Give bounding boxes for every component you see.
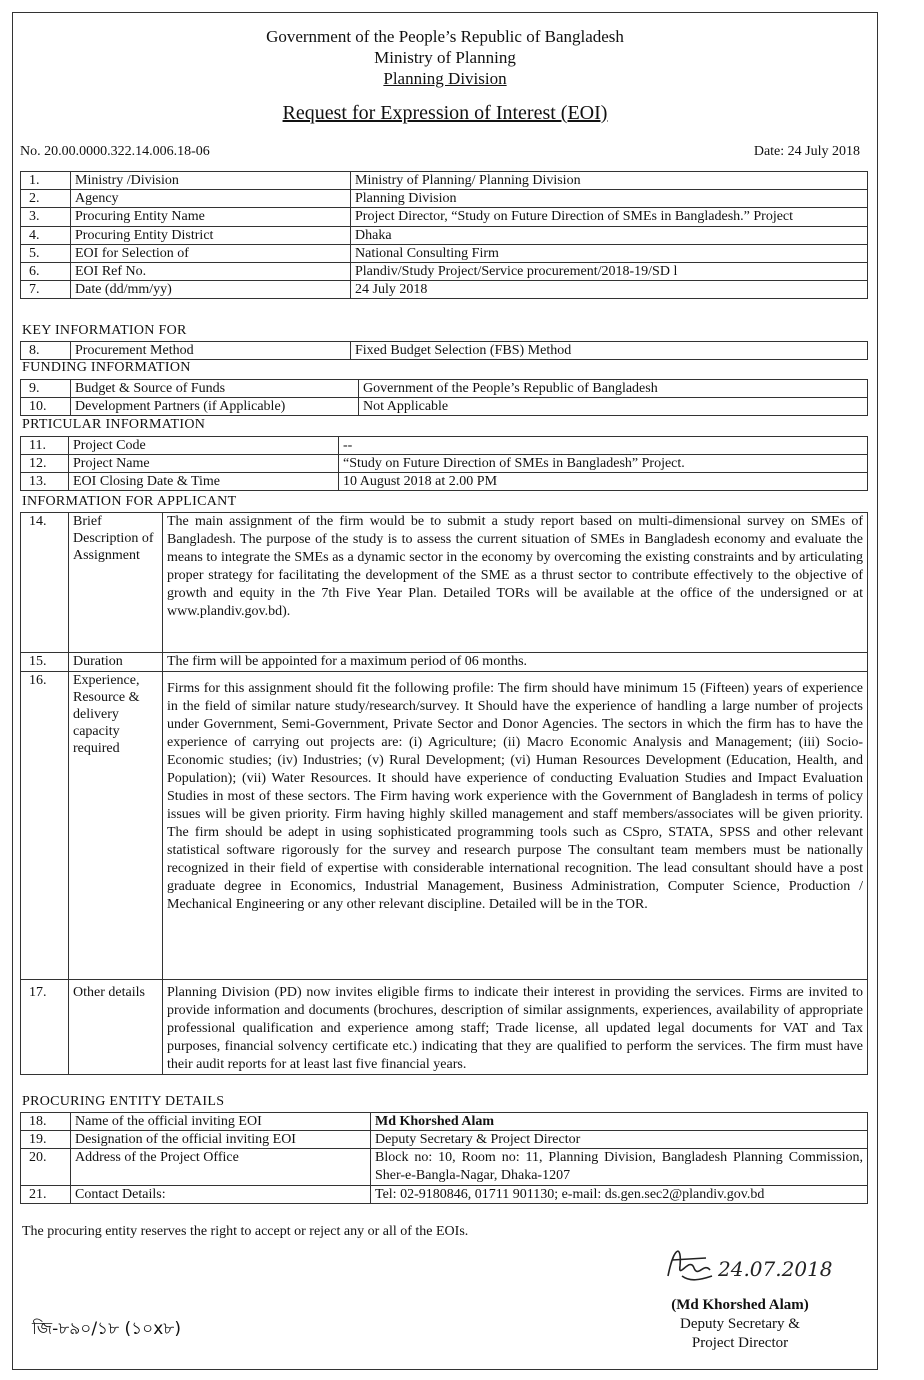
table-row	[21, 342, 868, 360]
table-row	[21, 190, 868, 208]
row-number: 15.	[21, 653, 69, 672]
table-row	[21, 172, 868, 190]
row-number: 19.	[21, 1131, 71, 1149]
row-number: 7.	[21, 281, 71, 299]
assignment-text-tail: ).	[282, 604, 291, 619]
row-number: 14.	[21, 513, 69, 653]
row-value: Government of the People’s Republic of Bangladesh	[359, 380, 868, 398]
memo-number: জি-৮৯০/১৮ (১০x৮)	[32, 1319, 181, 1339]
row-value: Dhaka	[351, 227, 868, 245]
procuring-table	[20, 1112, 868, 1204]
row-number: 1.	[21, 172, 71, 190]
row-number: 6.	[21, 263, 71, 281]
row-number: 21.	[21, 1186, 71, 1204]
table-row	[21, 1131, 868, 1149]
section-heading-key-info: KEY INFORMATION FOR	[22, 323, 187, 338]
row-value: 24 July 2018	[351, 281, 868, 299]
row-label: Procurement Method	[71, 342, 351, 360]
row-value: “Study on Future Direction of SMEs in Bangladesh” Project.	[339, 455, 868, 473]
row-number: 10.	[21, 398, 71, 416]
row-value: 10 August 2018 at 2.00 PM	[339, 473, 868, 491]
table-row	[21, 208, 868, 227]
table-row	[21, 437, 868, 455]
row-label: EOI Closing Date & Time	[69, 473, 339, 491]
ministry-name: Ministry of Planning	[374, 48, 516, 67]
signer-name: (Md Khorshed Alam)	[671, 1297, 809, 1313]
duration-text: The firm will be appointed for a maximum period of 06 months.	[163, 653, 868, 672]
row-label: Experience, Resource & delivery capacity required	[69, 672, 163, 980]
other-details-text: Planning Division (PD) now invites eligible firms to indicate their interest in providing the services. Firms are invited to provide information and documents (brochures, description of similar assignments, experiences, availability of appropriate professional qualification and experience among staff; Trade license, all updated legal documents for VAT and Tax purposes, financial solvency certificate etc.) indicating that they are qualified to perform the services. The firm must have their audit reports for at least last five financial years.	[163, 980, 868, 1075]
row-value: --	[339, 437, 868, 455]
row-label: Address of the Project Office	[71, 1149, 371, 1186]
reference-line	[20, 144, 860, 160]
assignment-text: The main assignment of the firm would be to submit a study report based on multi-dimensional survey on SMEs of Bangladesh. The purpose of the study is to assess the current situation of SMEs in Bangladesh economy and evaluate the means to integrate the SMEs as a dynamic sector in the economy by overcoming the existing constraints and by articulating proper strategy for facilitating the development of the SME as a thrust sector to contribute effectively to the objective of growth and equity in the 7th Five Year Plan. Detailed TORs will be available at the office of the undersigned or at	[167, 514, 863, 601]
row-value: Project Director, “Study on Future Direction of SMEs in Bangladesh.” Project	[351, 208, 868, 227]
row-number: 9.	[21, 380, 71, 398]
section-heading-particular: PRTICULAR INFORMATION	[22, 417, 206, 432]
applicant-table	[20, 512, 868, 1075]
row-number: 18.	[21, 1113, 71, 1131]
row-label: Contact Details:	[71, 1186, 371, 1204]
funding-table	[20, 379, 868, 416]
row-label: Project Code	[69, 437, 339, 455]
table-row	[21, 245, 868, 263]
key-info-table	[20, 341, 868, 360]
table-row	[21, 455, 868, 473]
row-label: Procuring Entity Name	[71, 208, 351, 227]
general-info-table	[20, 171, 868, 299]
letterhead	[0, 26, 890, 89]
row-value: Deputy Secretary & Project Director	[371, 1131, 868, 1149]
reference-number: No. 20.00.0000.322.14.006.18-06	[20, 144, 210, 159]
row-label: Designation of the official inviting EOI	[71, 1131, 371, 1149]
handwritten-signature	[660, 1236, 850, 1296]
signer-title-1: Deputy Secretary &	[680, 1316, 800, 1332]
row-label: EOI for Selection of	[71, 245, 351, 263]
row-number: 2.	[21, 190, 71, 208]
assignment-description	[163, 513, 868, 653]
govt-name: Government of the People’s Republic of Bangladesh	[266, 27, 624, 46]
row-number: 3.	[21, 208, 71, 227]
table-row	[21, 263, 868, 281]
row-label: Other details	[69, 980, 163, 1075]
table-row	[21, 1186, 868, 1204]
table-row	[21, 513, 868, 653]
plandiv-website-link[interactable]: www.plandiv.gov.bd	[167, 604, 283, 619]
table-row	[21, 980, 868, 1075]
row-value: Plandiv/Study Project/Service procurement/2018-19/SD l	[351, 263, 868, 281]
row-label: EOI Ref No.	[71, 263, 351, 281]
section-heading-applicant: INFORMATION FOR APPLICANT	[22, 494, 237, 509]
row-label: Development Partners (if Applicable)	[71, 398, 359, 416]
row-value: Fixed Budget Selection (FBS) Method	[351, 342, 868, 360]
row-value: Not Applicable	[359, 398, 868, 416]
row-label: Name of the official inviting EOI	[71, 1113, 371, 1131]
signer-block	[640, 1296, 840, 1353]
table-row	[21, 672, 868, 980]
row-label: Agency	[71, 190, 351, 208]
signature-scribble	[668, 1251, 712, 1280]
reservation-note: The procuring entity reserves the right to accept or reject any or all of the EOIs.	[22, 1224, 469, 1239]
table-row	[21, 380, 868, 398]
row-label: Procuring Entity District	[71, 227, 351, 245]
row-number: 12.	[21, 455, 69, 473]
row-label: Project Name	[69, 455, 339, 473]
row-label: Brief Description of Assignment	[69, 513, 163, 653]
row-label: Date (dd/mm/yy)	[71, 281, 351, 299]
row-number: 17.	[21, 980, 69, 1075]
row-number: 13.	[21, 473, 69, 491]
row-number: 20.	[21, 1149, 71, 1186]
official-name: Md Khorshed Alam	[371, 1113, 868, 1131]
document-date: Date: 24 July 2018	[753, 144, 860, 159]
row-value: Ministry of Planning/ Planning Division	[351, 172, 868, 190]
document-title: Request for Expression of Interest (EOI)	[282, 102, 608, 124]
division-name: Planning Division	[383, 69, 507, 88]
row-value: National Consulting Firm	[351, 245, 868, 263]
signature-date: 24.07.2018	[718, 1257, 833, 1281]
signer-title-2: Project Director	[691, 1335, 789, 1351]
table-row	[21, 1149, 868, 1186]
section-heading-funding: FUNDING INFORMATION	[22, 360, 191, 375]
row-number: 4.	[21, 227, 71, 245]
table-row	[21, 473, 868, 491]
section-heading-procuring: PROCURING ENTITY DETAILS	[22, 1094, 225, 1109]
table-row	[21, 227, 868, 245]
experience-text: Firms for this assignment should fit the following profile: The firm should have minimum 15 (Fifteen) years of experience in the field of similar nature study/research/survey. It Should have the experience of handling a large number of projects under Government, Semi-Government, Private Sector and Donor Agencies. The sectors in which the firm has to have the experience of carrying out projects are: (i) Agriculture; (ii) Macro Economic Analysis and Management; (iii) Socio-Economic studies; (iv) Industries; (v) Rural Development; (vi) Human Resources Development (Education, Health, and Population); (vii) Water Resources. It should have experience of conducting Evaluation Studies and Impact Evaluation Studies in most of these sectors. The Firm having work experience with the Government of Bangladesh in terms of policy issues will be given priority. Firm having highly skilled management and staff members/associates will be given priority. The firm should be adept in using sophisticated programming tools such as CSpro, STATA, SPSS and other relevant statistical software rigorously for the survey and research purpose The consultant team members must be nationally recognized in their field of expertise with considerable international recognition. The lead consultant should have a post graduate degree in Economics, Industrial Management, Business Administration, Computer Science, Production / Mechanical Engineering or any other relevant discipline. Detailed will be in the TOR.	[163, 672, 868, 980]
table-row	[21, 653, 868, 672]
row-value: Block no: 10, Room no: 11, Planning Division, Bangladesh Planning Commission, Sher-e-Bangla-Nagar, Dhaka-1207	[371, 1149, 868, 1186]
table-row	[21, 1113, 868, 1131]
particular-table	[20, 436, 868, 491]
row-number: 11.	[21, 437, 69, 455]
row-label: Budget & Source of Funds	[71, 380, 359, 398]
row-label: Duration	[69, 653, 163, 672]
table-row	[21, 281, 868, 299]
row-value: Planning Division	[351, 190, 868, 208]
row-number: 16.	[21, 672, 69, 980]
row-value: Tel: 02-9180846, 01711 901130; e-mail: ds.gen.sec2@plandiv.gov.bd	[371, 1186, 868, 1204]
row-label: Ministry /Division	[71, 172, 351, 190]
table-row	[21, 398, 868, 416]
row-number: 8.	[21, 342, 71, 360]
cropped-top-text	[200, 0, 760, 4]
row-number: 5.	[21, 245, 71, 263]
